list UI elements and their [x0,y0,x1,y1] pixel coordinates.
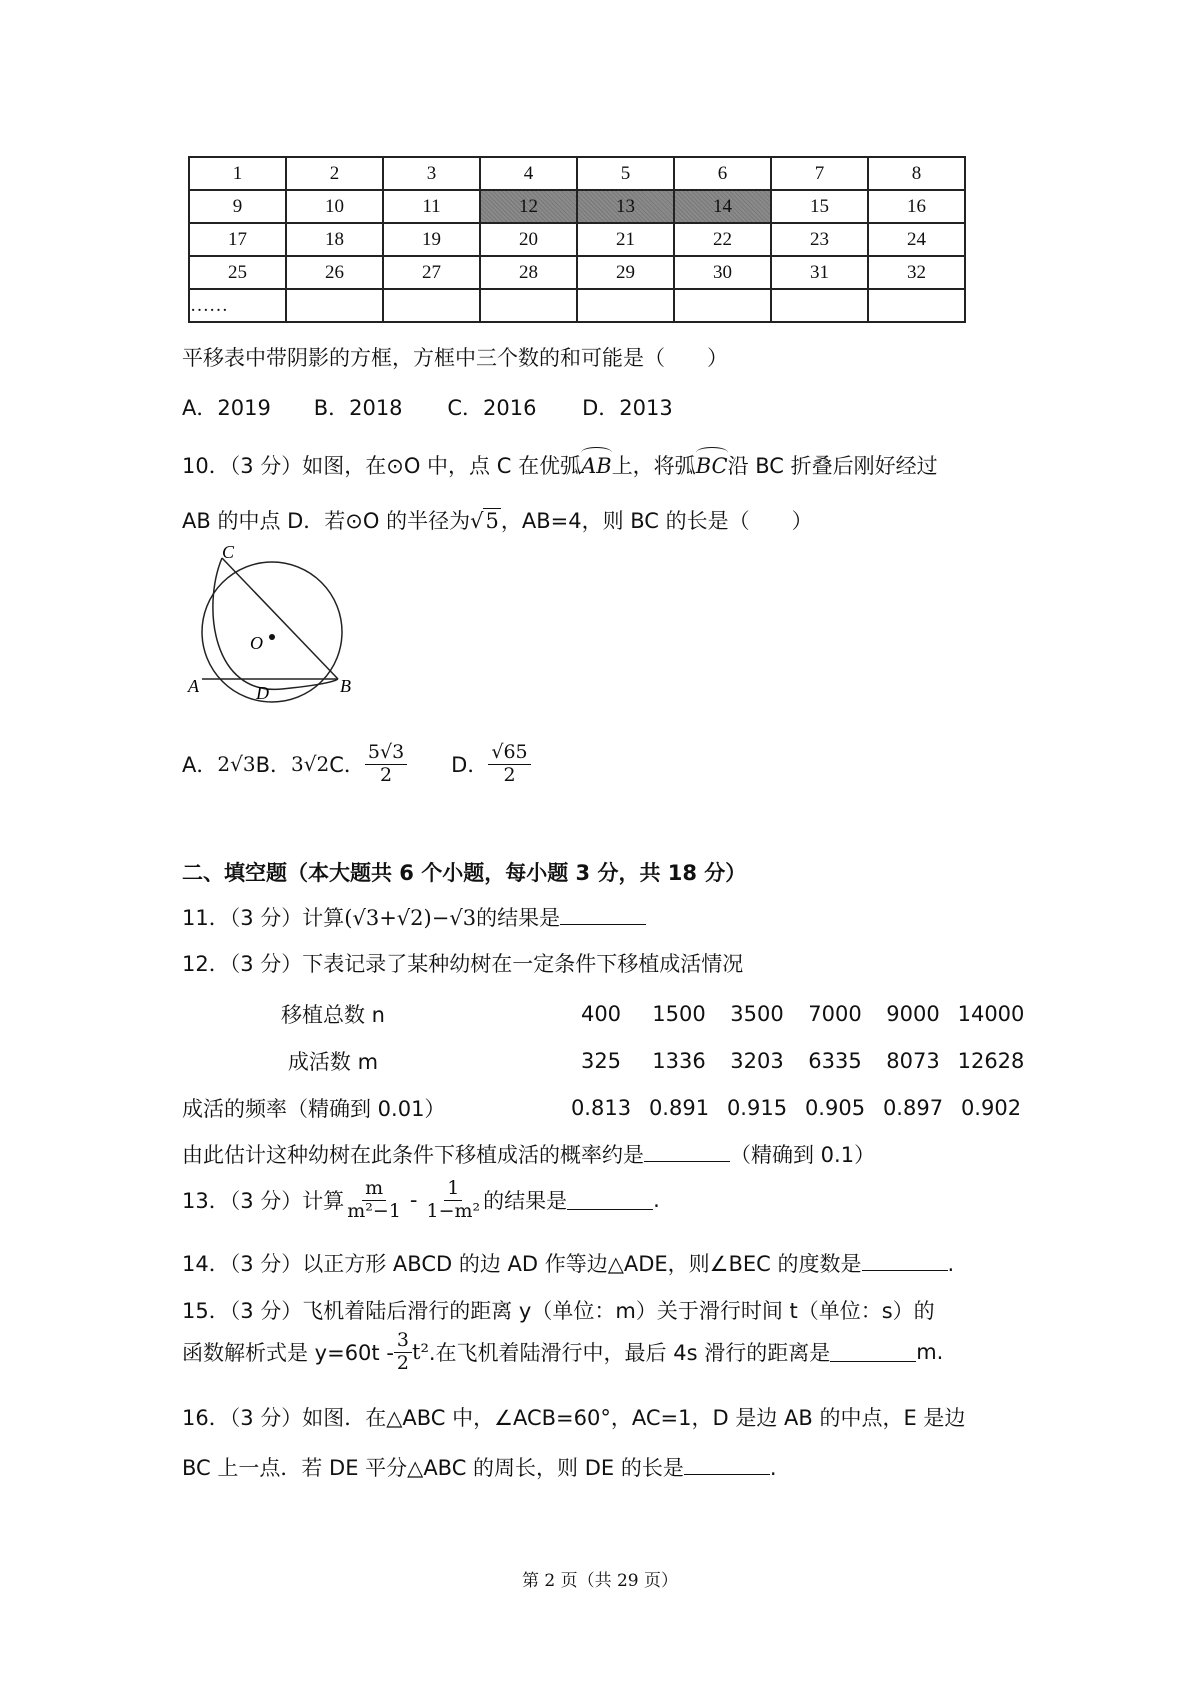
frac-den: 2 [379,763,393,786]
arc-bc: BC [695,454,728,478]
q12-question [182,1139,875,1169]
frac-num: m [362,1178,386,1201]
grid-cell: 18 [286,223,383,256]
grid-cell: 9 [189,190,286,223]
q12-cell: 7000 [808,1001,862,1026]
q12-stem: 12．（3 分）下表记录了某种幼树在一定条件下移植成活情况 [182,952,744,976]
q12-blank[interactable] [644,1143,730,1162]
grid-cell: 24 [868,223,965,256]
q12-row-label: 成活的频率（精确到 0.01） [182,1096,446,1121]
q12-cell: 1336 [652,1048,706,1073]
grid-cell: 21 [577,223,674,256]
q12-cell: 0.891 [648,1095,710,1120]
q12-cell: 0.897 [882,1095,944,1120]
q12-cell: 325 [580,1048,622,1073]
q10-option-c-frac [365,742,407,787]
grid-cell [383,289,480,322]
q10-text-e: ，AB=4，则 BC 的长是（ ） [500,509,813,533]
q12-cell: 8073 [886,1048,940,1073]
grid-row [189,289,965,322]
q14-end: . [947,1252,955,1276]
grid-cell: 20 [480,223,577,256]
frac-den: 1−m² [426,1199,481,1222]
grid-cell: 2 [286,157,383,190]
q12-row [182,990,1030,1037]
label-b: B [340,676,351,696]
q15-line1: 15．（3 分）飞机着陆后滑行的距离 y（单位：m）关于滑行时间 t（单位：s）的 [182,1299,935,1323]
circle-figure [182,546,372,726]
grid-cell: 10 [286,190,383,223]
q16-line1: 16．（3 分）如图．在△ABC 中，∠ACB=60°，AC=1，D 是边 AB 的中点，E 是边 [182,1406,966,1430]
grid-cell: 7 [771,157,868,190]
q9-option-a[interactable]: A．2019 [182,396,271,420]
grid-cell: 3 [383,157,480,190]
sqrt5: √5 [470,509,499,533]
q10-options [182,742,531,787]
grid-cell: 27 [383,256,480,289]
label-a: A [188,676,199,696]
grid-cell: 14 [674,190,771,223]
grid-cell: 15 [771,190,868,223]
section-heading: 二、填空题（本大题共 6 个小题，每小题 3 分，共 18 分） [182,861,747,885]
q13-frac-2 [424,1178,484,1223]
q10-text-b: 上，将弧 [611,454,696,478]
grid-row [189,256,965,289]
grid-cell [577,289,674,322]
q9-option-b[interactable]: B．2018 [313,396,403,420]
q14-blank[interactable] [862,1252,948,1271]
page-footer: 第 2 页（共 29 页） [521,1571,679,1591]
q12-row-label: 移植总数 n [281,1002,385,1027]
q12-cell: 0.902 [960,1095,1022,1120]
grid-cell: 29 [577,256,674,289]
q12-row-label: 成活数 m [287,1049,379,1074]
q12-cell: 6335 [808,1048,862,1073]
grid-cell: 6 [674,157,771,190]
q12-question-b: （精确到 0.1） [730,1143,876,1167]
q10-option-c-label[interactable]: C． [329,753,365,778]
q10-text-d: AB 的中点 D．若⊙O 的半径为 [182,509,471,533]
q10-option-b-label[interactable]: B． [255,753,291,778]
grid-cell: 19 [383,223,480,256]
q16-blank[interactable] [684,1456,770,1475]
grid-cell: 12 [480,190,577,223]
q15-text-a: 函数解析式是 y=60t - [182,1341,394,1366]
q9-option-c[interactable]: C．2016 [447,396,537,420]
q14 [182,1248,954,1278]
q13-blank[interactable] [567,1191,653,1210]
q12-cell: 3500 [730,1001,784,1026]
q12-table [182,990,1030,1131]
q11-prefix: 11．（3 分）计算 [182,906,345,930]
q16-line2 [182,1452,777,1482]
chord-cb [222,558,338,679]
grid-cell: 4 [480,157,577,190]
grid-cell [868,289,965,322]
q15-line2 [182,1330,943,1375]
grid-cell [286,289,383,322]
grid-cell: 11 [383,190,480,223]
grid-cell: 28 [480,256,577,289]
circle-o [202,562,342,702]
q12-cell: 3203 [730,1048,784,1073]
q10-text-a: 10．（3 分）如图，在⊙O 中，点 C 在优弧 [182,454,582,478]
grid-cell: 31 [771,256,868,289]
q12-question-a: 由此估计这种幼树在此条件下移植成活的概率约是 [182,1143,644,1167]
grid-cell: 1 [189,157,286,190]
q13-minus: - [409,1188,418,1213]
frac-den: m²−1 [347,1199,401,1222]
q11-suffix: 的结果是 [476,906,561,930]
q13-frac-1 [344,1178,404,1223]
grid-cell: 13 [577,190,674,223]
q15-blank[interactable] [830,1343,916,1362]
q11 [182,902,646,932]
q12-cell: 400 [580,1001,622,1026]
q12-cell: 9000 [886,1001,940,1026]
grid-cell: 8 [868,157,965,190]
q10-option-d-frac [488,742,530,787]
q15-frac [394,1330,412,1375]
frac-num: 5√3 [365,742,407,765]
grid-cell [674,289,771,322]
q15-text-b: .在飞机着陆滑行中，最后 4s 滑行的距离是 [428,1341,831,1366]
q12-cell: 14000 [957,1001,1025,1026]
q15-unit: m. [916,1340,944,1365]
q9-stem: 平移表中带阴影的方框，方框中三个数的和可能是（ ） [182,346,728,370]
q11-blank[interactable] [560,906,646,925]
q13 [182,1178,660,1223]
q15-t2: t² [412,1340,429,1365]
q10-text-c: 沿 BC 折叠后刚好经过 [727,454,938,478]
label-d: D [256,683,269,703]
q10-line1 [182,450,938,480]
grid-cell: …… [189,289,286,322]
frac-num: 3 [394,1330,412,1353]
q12-cell: 1500 [652,1001,706,1026]
grid-cell: 26 [286,256,383,289]
grid-cell: 5 [577,157,674,190]
q9-option-d[interactable]: D．2013 [582,396,673,420]
frac-den: 2 [503,763,516,786]
frac-den: 2 [396,1351,410,1374]
grid-cell: 22 [674,223,771,256]
grid-cell: 30 [674,256,771,289]
grid-row [189,157,965,190]
label-o: O [250,633,263,653]
q13-end: . [653,1188,660,1213]
q10-option-d-label[interactable]: D． [451,753,489,778]
q14-text: 14．（3 分）以正方形 ABCD 的边 AD 作等边△ADE，则∠BEC 的度数是 [182,1252,862,1276]
q10-line2 [182,505,813,535]
q9-options [182,392,673,422]
q13-prefix: 13．（3 分）计算 [182,1189,345,1214]
grid-cell: 32 [868,256,965,289]
q12-row [182,1084,1030,1131]
number-grid-table [188,156,966,323]
q16-end: . [769,1456,777,1480]
grid-cell [480,289,577,322]
q10-option-a-label[interactable]: A． [182,753,218,778]
q12-cell: 0.905 [804,1095,866,1120]
grid-cell: 17 [189,223,286,256]
folded-arc [213,558,338,689]
label-c: C [222,546,235,562]
q10-option-b-value: 3√2 [291,752,330,777]
grid-cell [771,289,868,322]
grid-cell: 25 [189,256,286,289]
arc-ab: AB [581,454,612,478]
q12-cell: 12628 [957,1048,1025,1073]
q11-expr: (√3+√2)−√3 [344,906,477,930]
center-point [269,634,275,640]
frac-num: 1 [444,1178,462,1201]
grid-cell: 16 [868,190,965,223]
grid-row [189,190,965,223]
frac-num: √65 [488,742,530,765]
q16-text: BC 上一点．若 DE 平分△ABC 的周长，则 DE 的长是 [182,1456,684,1480]
q12-row [182,1037,1030,1084]
q10-option-a-value: 2√3 [217,752,256,777]
q13-suffix: 的结果是 [483,1189,568,1214]
q12-cell: 0.915 [726,1095,788,1120]
grid-cell: 23 [771,223,868,256]
grid-row [189,223,965,256]
q12-cell: 0.813 [570,1095,632,1120]
